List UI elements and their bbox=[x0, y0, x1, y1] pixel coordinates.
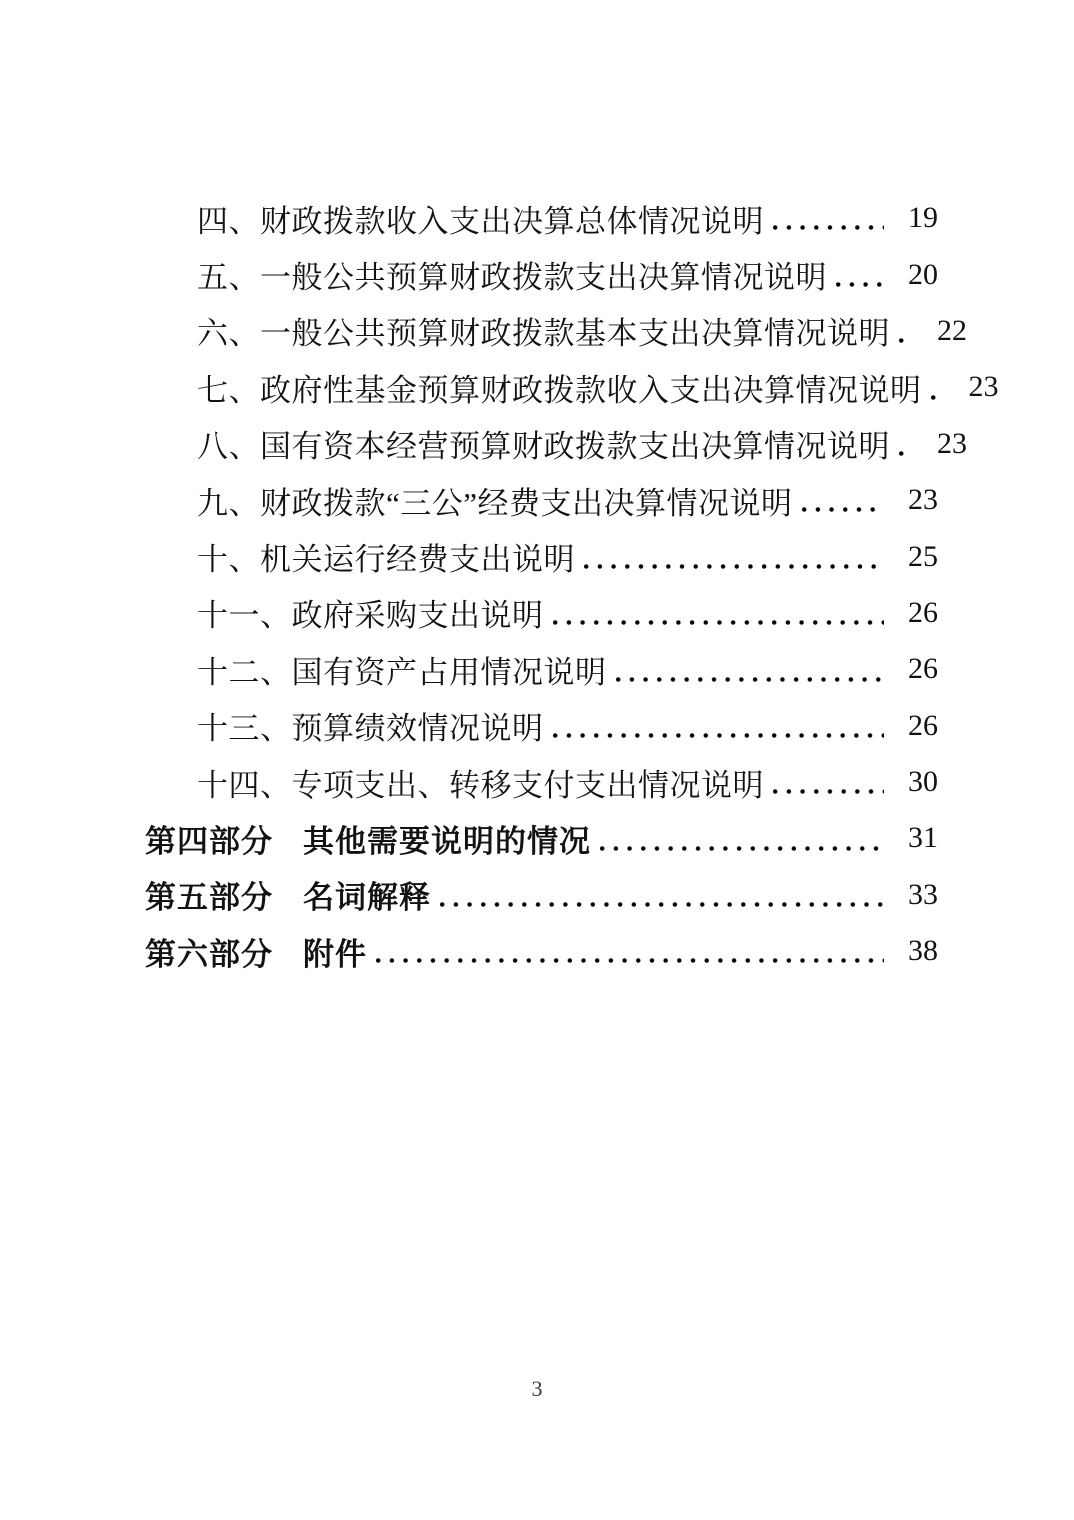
table-of-contents bbox=[145, 190, 999, 979]
toc-section-entry bbox=[145, 923, 938, 979]
dot-leader bbox=[802, 507, 884, 512]
toc-entry-page-number: 23 bbox=[968, 370, 999, 404]
footer-page-number: 3 bbox=[531, 1376, 543, 1401]
toc-entry bbox=[145, 754, 938, 810]
toc-entry bbox=[145, 472, 938, 528]
toc-entry-label: 十、机关运行经费支出说明 bbox=[197, 542, 575, 578]
toc-entry-label: 七、政府性基金预算财政拨款收入支出决算情况说明 bbox=[197, 372, 922, 408]
toc-section-label: 其他需要说明的情况 bbox=[303, 823, 591, 859]
toc-entry bbox=[145, 641, 938, 697]
toc-entry-label: 八、国有资本经营预算财政拨款支出决算情况说明 bbox=[197, 429, 890, 465]
toc-section-entry bbox=[145, 810, 938, 866]
toc-entry-label: 十一、政府采购支出说明 bbox=[197, 598, 544, 634]
dot-leader bbox=[899, 338, 913, 343]
toc-entry bbox=[145, 190, 938, 246]
toc-entry-page-number: 25 bbox=[908, 539, 938, 573]
toc-entry-label: 四、财政拨款收入支出决算总体情况说明 bbox=[197, 203, 764, 239]
dot-leader bbox=[899, 451, 913, 456]
dot-leader bbox=[376, 958, 884, 963]
toc-entry-page-number: 23 bbox=[937, 426, 967, 460]
dot-leader bbox=[616, 677, 885, 682]
toc-section-label: 附件 bbox=[303, 936, 367, 972]
dot-leader bbox=[600, 846, 884, 851]
toc-entry-page-number: 38 bbox=[908, 934, 938, 968]
toc-entry-label: 六、一般公共预算财政拨款基本支出决算情况说明 bbox=[197, 316, 890, 352]
toc-entry bbox=[145, 246, 938, 302]
toc-section-part-name: 第六部分 bbox=[145, 936, 273, 972]
toc-entry-page-number: 30 bbox=[908, 765, 938, 799]
toc-entry-page-number: 20 bbox=[908, 257, 938, 291]
dot-leader bbox=[553, 620, 885, 625]
toc-entry-label: 九、财政拨款“三公”经费支出决算情况说明 bbox=[197, 485, 793, 521]
toc-entry-page-number: 31 bbox=[908, 821, 938, 855]
toc-entry-page-number: 22 bbox=[937, 313, 967, 347]
toc-entry bbox=[145, 585, 938, 641]
toc-entry-label: 十二、国有资产占用情况说明 bbox=[197, 654, 607, 690]
toc-entry bbox=[145, 359, 999, 415]
toc-section-part-name: 第四部分 bbox=[145, 823, 273, 859]
toc-entry-page-number: 23 bbox=[908, 483, 938, 517]
toc-entry-label: 五、一般公共预算财政拨款支出决算情况说明 bbox=[197, 260, 827, 296]
dot-leader bbox=[553, 733, 885, 738]
dot-leader bbox=[836, 282, 884, 287]
toc-entry bbox=[145, 698, 938, 754]
toc-entry bbox=[145, 528, 938, 584]
dot-leader bbox=[440, 902, 884, 907]
dot-leader bbox=[584, 564, 884, 569]
toc-section-entry bbox=[145, 867, 938, 923]
toc-entry bbox=[145, 416, 967, 472]
dot-leader bbox=[773, 225, 884, 230]
toc-entry bbox=[145, 303, 967, 359]
dot-leader bbox=[773, 789, 884, 794]
toc-entry-page-number: 26 bbox=[908, 708, 938, 742]
toc-entry-page-number: 26 bbox=[908, 595, 938, 629]
toc-entry-page-number: 26 bbox=[908, 652, 938, 686]
toc-section-part-name: 第五部分 bbox=[145, 880, 273, 916]
dot-leader bbox=[931, 395, 945, 400]
toc-section-label: 名词解释 bbox=[303, 880, 431, 916]
toc-entry-page-number: 33 bbox=[908, 877, 938, 911]
toc-entry-label: 十三、预算绩效情况说明 bbox=[197, 711, 544, 747]
toc-entry-label: 十四、专项支出、转移支付支出情况说明 bbox=[197, 767, 764, 803]
toc-entry-page-number: 19 bbox=[908, 201, 938, 235]
